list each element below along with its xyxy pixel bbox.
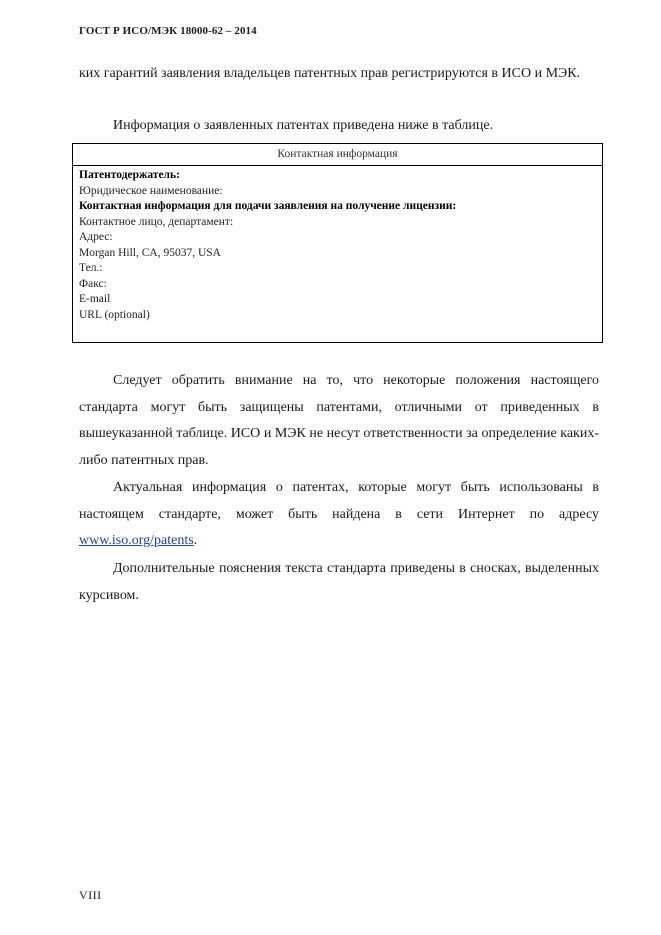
paragraph-disclaimer: Следует обратить внимание на то, что некоторые положения настоящего стандарта могут быть защищены патентами, отличными от приведенных в вышеуказанной таблице. ИСО и МЭК не несут ответственности за определение каких-либо патентных прав. — [79, 373, 599, 468]
row-phone: Тел.: — [79, 262, 103, 274]
paragraph-registration: ких гарантий заявления владельцев патентных прав регистрируются в ИСО и МЭК. — [79, 66, 581, 81]
row-license-contact: Контактная информация для подачи заявления на получение лицензии: — [79, 200, 457, 212]
row-fax: Факс: — [79, 277, 107, 290]
current-info-text: Актуальная информация о патентах, которые могут быть использованы в настоящем стандарте, может быть найдена в сети Интернет по адресу — [79, 480, 599, 522]
paragraph-patents-intro: Информация о заявленных патентах приведена ниже в таблице. — [113, 118, 494, 133]
paragraph-current-info — [79, 475, 599, 555]
row-url: URL (optional) — [79, 308, 150, 321]
table-body — [73, 166, 602, 323]
table-title: Контактная информация — [73, 144, 602, 166]
row-email: E-mail — [79, 293, 111, 305]
patents-link[interactable]: www.iso.org/patents — [79, 533, 194, 548]
paragraph-footnotes: Дополнительные пояснения текста стандарта приведены в сносках, выделенных курсивом. — [79, 561, 599, 603]
row-contact-person: Контактное лицо, департамент: — [79, 215, 234, 228]
row-patent-holder: Патентодержатель: — [79, 169, 180, 181]
row-legal-name: Юридическое наименование: — [79, 184, 223, 197]
row-address-label: Адрес: — [79, 231, 113, 243]
row-address-value: Morgan Hill, CA, 95037, USA — [79, 246, 221, 259]
contact-info-table — [72, 143, 603, 343]
document-header: ГОСТ Р ИСО/МЭК 18000-62 – 2014 — [79, 25, 257, 37]
page-number: VIII — [79, 888, 102, 902]
current-info-end: . — [193, 533, 198, 548]
